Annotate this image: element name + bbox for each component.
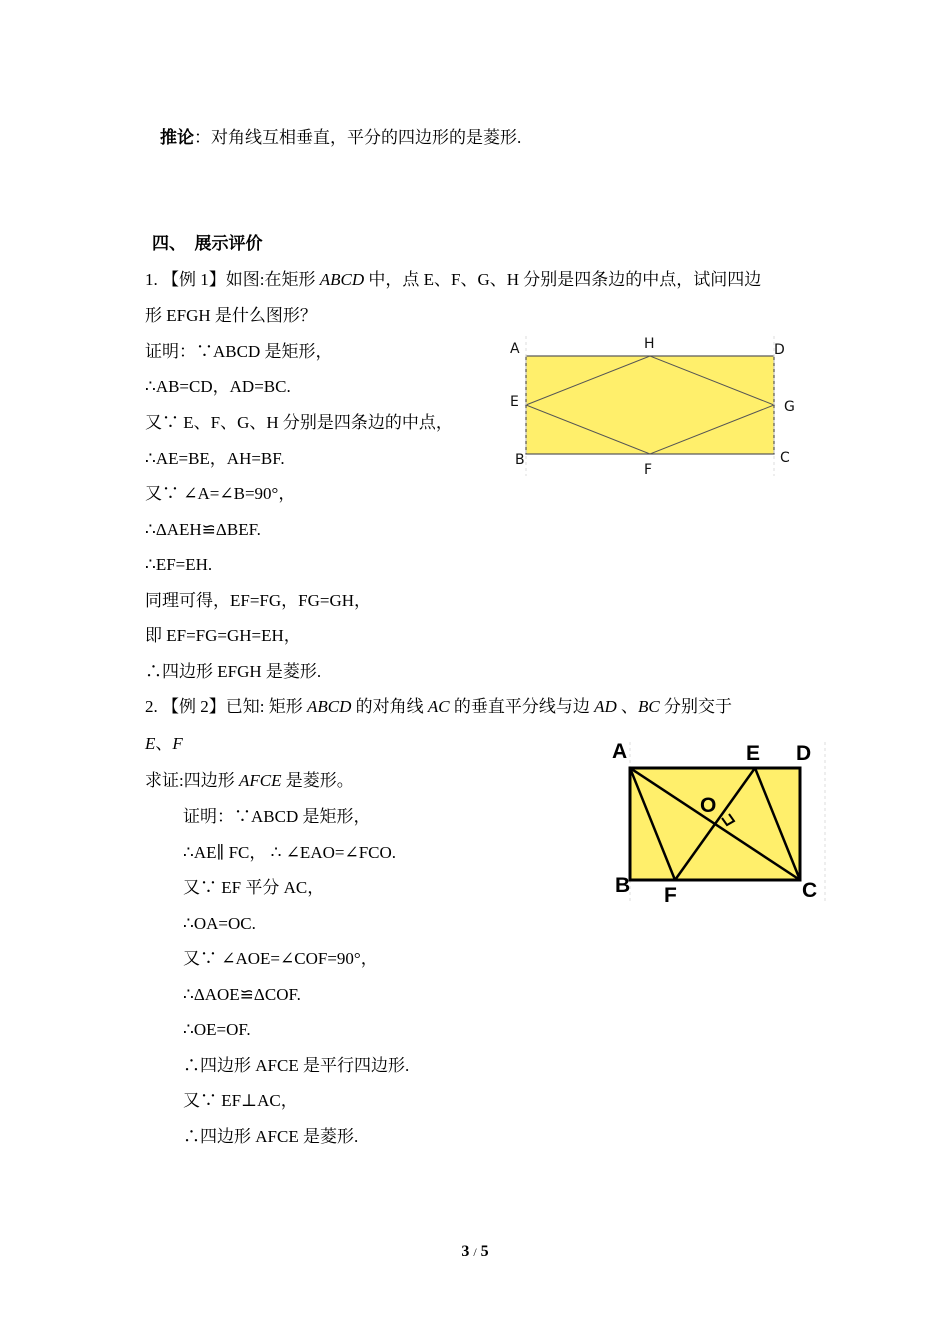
example2-text: 的垂直平分线与边 [449, 697, 595, 716]
example1-proof-line: 证明：∵ABCD 是矩形， [145, 342, 333, 361]
example2-figure [600, 732, 840, 912]
page-number [0, 1243, 950, 1261]
vertex-label-c: C [802, 879, 818, 902]
example2-proof-line: ∴AE∥ FC， ∴ ∠EAO=∠FCO. [183, 843, 397, 862]
example2-text: 分别交于 [659, 697, 733, 716]
vertex-label-g: G [784, 399, 795, 415]
example2-proof-line: 又∵ EF 平分 AC， [183, 878, 325, 897]
example2-proof-line: ∴ΔAOE≌ΔCOF. [183, 985, 301, 1004]
example2-statement-line2 [145, 733, 183, 755]
example2-requirement [145, 770, 354, 792]
example1-text-cont: 中，点 E、F、G、H 分别是四条边的中点，试问四边 [364, 270, 762, 289]
vertex-label-e: E [746, 742, 761, 765]
vertex-label-o: O [700, 794, 717, 817]
example1-statement-line2: 形 EFGH 是什么图形？ [145, 306, 317, 325]
example1-text: 1. 【例 1】如图:在矩形 [145, 270, 320, 289]
example1-proof-line: ∴四边形 EFGH 是菱形. [145, 662, 322, 681]
point-f-name: F [172, 734, 183, 753]
point-e-name: E [145, 734, 156, 753]
example1-rect-name: ABCD [319, 270, 365, 289]
vertex-label-f: F [664, 884, 677, 907]
quadrilateral-name: AFCE [238, 771, 282, 790]
example2-proof-line: ∴四边形 AFCE 是平行四边形. [183, 1056, 410, 1075]
page-total: 5 [480, 1243, 489, 1260]
example1-proof-line: 同理可得，EF=FG，FG=GH， [145, 591, 372, 610]
rectangle-abcd [526, 356, 774, 454]
example1-proof-line: 又∵ E、F、G、H 分别是四条边的中点， [145, 413, 453, 432]
example2-side-ad: AD [594, 697, 617, 716]
vertex-label-c: C [780, 450, 790, 466]
example1-proof-line: 即 EF=FG=GH=EH， [145, 626, 301, 645]
vertex-label-d: D [774, 342, 785, 358]
example2-proof-line: 证明：∵ABCD 是矩形， [183, 807, 371, 826]
vertex-label-a: A [510, 341, 520, 357]
requirement-text: 是菱形。 [281, 771, 354, 790]
example2-proof-line: 又∵ ∠AOE=∠COF=90°， [183, 949, 378, 968]
example1-proof-line: ∴AB=CD，AD=BC. [145, 377, 291, 396]
vertex-label-a: A [612, 740, 628, 763]
corollary-label: 推论 [160, 128, 194, 147]
example1-proof-line: ∴ΔAEH≌ΔBEF. [145, 520, 261, 539]
vertex-label-b: B [615, 874, 631, 897]
example2-side-bc: BC [638, 697, 660, 716]
requirement-text: 求证:四边形 [145, 771, 239, 790]
example2-text: 、 [616, 697, 639, 716]
vertex-label-b: B [515, 452, 525, 468]
corollary-text: ：对角线互相垂直，平分的四边形的是菱形. [194, 128, 522, 147]
vertex-label-e: E [510, 394, 519, 410]
section-heading: 四、 展示评价 [152, 234, 263, 253]
page-separator: / [473, 1245, 477, 1259]
example1-proof-line: ∴AE=BE，AH=BF. [145, 449, 285, 468]
example2-proof-line: ∴四边形 AFCE 是菱形. [183, 1127, 359, 1146]
example1-statement-line1 [145, 269, 761, 291]
example2-proof-line: ∴OA=OC. [183, 914, 256, 933]
example2-diagonal-name: AC [427, 697, 450, 716]
vertex-label-f: F [644, 462, 653, 478]
example2-text: 的对角线 [351, 697, 428, 716]
vertex-label-d: D [796, 742, 812, 765]
example2-statement-line1 [145, 696, 732, 718]
separator: 、 [155, 734, 173, 753]
example2-rect-name: ABCD [306, 697, 352, 716]
page-current: 3 [461, 1243, 470, 1260]
example1-proof-line: ∴EF=EH. [145, 555, 213, 574]
example1-proof-line: 又∵ ∠A=∠B=90°， [145, 484, 296, 503]
example2-text: 2. 【例 2】已知: 矩形 [145, 697, 307, 716]
vertex-label-h: H [644, 336, 655, 352]
example1-figure [500, 330, 810, 480]
example2-proof-line: ∴OE=OF. [183, 1020, 251, 1039]
example2-proof-line: 又∵ EF⊥AC， [183, 1091, 298, 1110]
corollary-line [160, 127, 521, 149]
